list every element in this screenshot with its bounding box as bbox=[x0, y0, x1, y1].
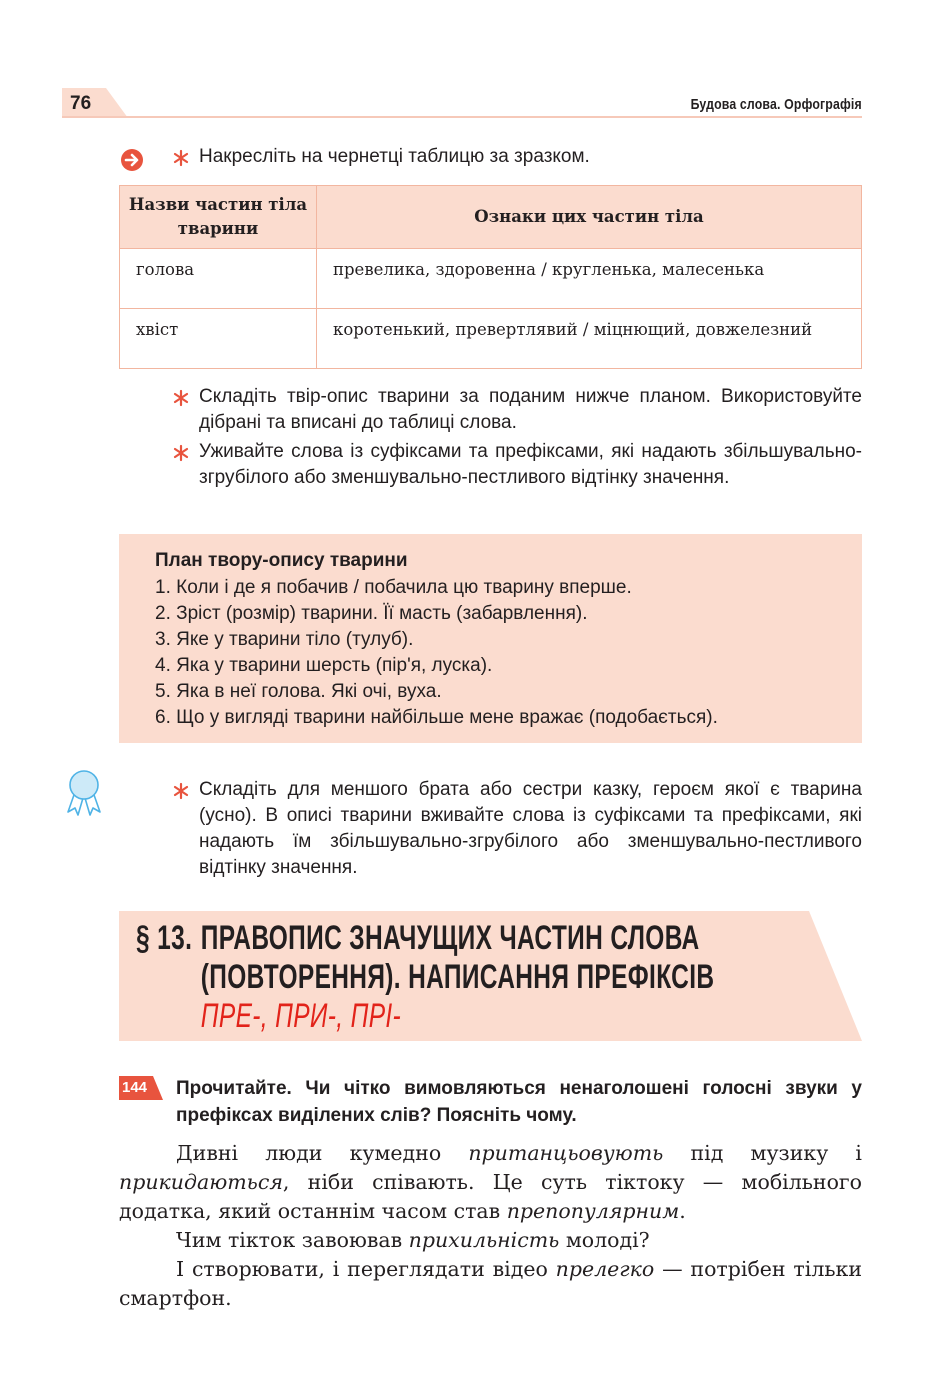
exercise-text bbox=[119, 1139, 862, 1313]
table-cell-features: превелика, здоровенна / кругленька, малесенька bbox=[317, 249, 862, 309]
highlighted-word: прихильність bbox=[408, 1228, 560, 1252]
instruction-text: Складіть твір-опис тварини за поданим нижче планом. Використовуйте дібрані та вписані до таблиці слова. bbox=[199, 386, 862, 433]
award-ribbon-icon bbox=[64, 768, 104, 816]
exercise-paragraph: І створювати, і переглядати відео прелегко — потрібен тільки смартфон. bbox=[119, 1257, 862, 1310]
section-title-line2: (ПОВТОРЕННЯ). НАПИСАННЯ ПРЕФІКСІВ bbox=[200, 958, 715, 996]
highlighted-word: пританцьовують bbox=[468, 1141, 664, 1165]
table-header-parts: Назви частин тіла тварини bbox=[120, 186, 317, 249]
instruction-text: Уживайте слова із суфіксами та префіксами, які надають збільшувально-згрубілого або зменшувально-пестливого відтінку значення. bbox=[199, 441, 862, 488]
table-row bbox=[120, 309, 862, 369]
page-number: 76 bbox=[70, 93, 92, 114]
asterisk-bullet-icon bbox=[172, 777, 190, 803]
table-cell-part: хвіст bbox=[120, 309, 317, 369]
instruction-draw-table bbox=[172, 144, 862, 170]
table-cell-part: голова bbox=[120, 249, 317, 309]
plan-item: 4. Яка у тварини шерсть (пір'я, луска). bbox=[155, 655, 493, 676]
instruction-fairy-tale bbox=[172, 777, 862, 881]
plan-box bbox=[119, 534, 862, 743]
plan-list bbox=[155, 575, 718, 731]
exercise-task: Прочитайте. Чи чітко вимовляються ненаголошені голосні звуки у префіксах виділених слів? Поясніть чому. bbox=[176, 1078, 862, 1126]
instruction-compose bbox=[172, 384, 862, 436]
header-rule bbox=[62, 116, 862, 118]
plan-title: План твору-опису тварини bbox=[155, 550, 408, 571]
asterisk-bullet-icon bbox=[172, 439, 190, 465]
asterisk-bullet-icon bbox=[172, 144, 190, 170]
table-row bbox=[120, 249, 862, 309]
highlighted-word: прелегко bbox=[555, 1257, 655, 1281]
section-title-prefixes: ПРЕ-, ПРИ-, ПРІ- bbox=[200, 997, 402, 1035]
exercise-paragraph: Дивні люди кумедно пританцьовують під музику і прикидаються, ніби співають. Це суть тіктоку — мобільного додатка, який останнім часом став препопулярним. bbox=[119, 1141, 862, 1223]
plan-item: 3. Яке у тварини тіло (тулуб). bbox=[155, 629, 414, 650]
plan-item: 2. Зріст (розмір) тварини. Її масть (забарвлення). bbox=[155, 603, 588, 624]
plan-item: 6. Що у вигляді тварини найбільше мене вражає (подобається). bbox=[155, 707, 718, 728]
instruction-text: Накресліть на чернетці таблицю за зразком. bbox=[199, 146, 590, 167]
highlighted-word: препопулярним bbox=[506, 1199, 680, 1223]
exercise-number: 144 bbox=[122, 1079, 148, 1096]
running-title: Будова слова. Орфографія bbox=[690, 96, 862, 113]
plan-item: 1. Коли і де я побачив / побачила цю тварину вперше. bbox=[155, 577, 632, 598]
plan-item: 5. Яка в неї голова. Які очі, вуха. bbox=[155, 681, 442, 702]
section-heading bbox=[136, 919, 714, 1036]
asterisk-bullet-icon bbox=[172, 384, 190, 410]
table-header-row bbox=[120, 186, 862, 249]
highlighted-word: прикидаються bbox=[119, 1170, 283, 1194]
section-title-line1: ПРАВОПИС ЗНАЧУЩИХ ЧАСТИН СЛОВА bbox=[200, 919, 700, 957]
exercise-paragraph: Чим тікток завоював прихильність молоді? bbox=[176, 1228, 650, 1252]
instruction-use-words bbox=[172, 439, 862, 491]
table-header-features: Ознаки цих частин тіла bbox=[317, 186, 862, 249]
animal-parts-table bbox=[119, 185, 862, 369]
table-cell-features: коротенький, превертлявий / міцнющий, довжелезний bbox=[317, 309, 862, 369]
arrow-right-icon bbox=[120, 148, 144, 172]
section-number: § 13. bbox=[136, 919, 193, 957]
instruction-text: Складіть для меншого брата або сестри казку, героєм якої є тварина (усно). В описі тварини вживайте слова із суфіксами та префіксами, які надають їм збільшувально-згрубілого або зменшувально-пестливого відтінку значення. bbox=[199, 779, 862, 878]
